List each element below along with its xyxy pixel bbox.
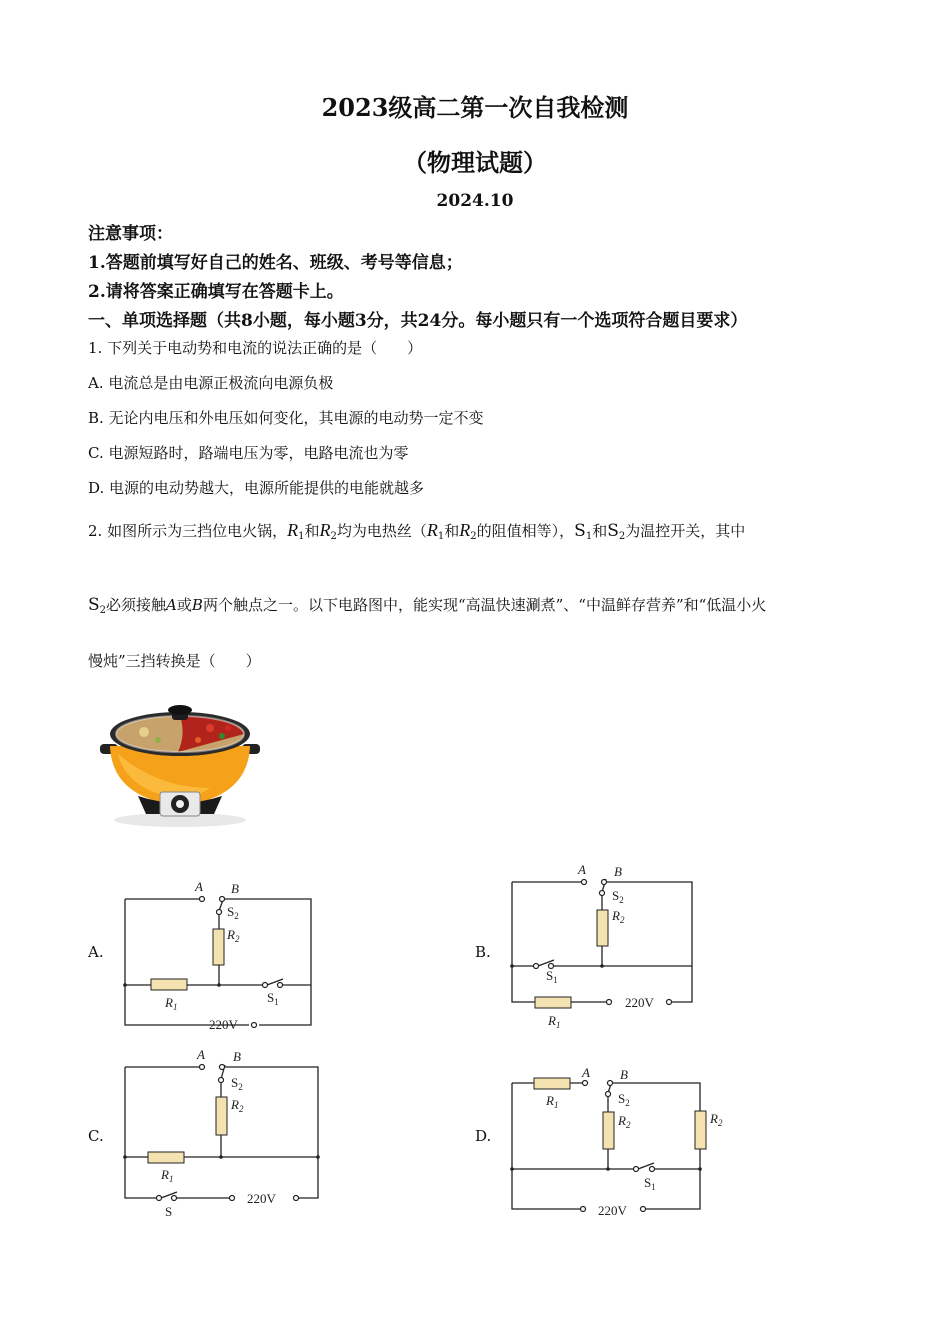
hot-pot-image: [98, 688, 262, 830]
label-s2: $S_2$: [612, 888, 624, 905]
label-r2: $R_2$: [231, 1097, 244, 1114]
label-r1: $R_1$: [165, 995, 178, 1012]
label-r2-right: $R_2$: [710, 1111, 723, 1128]
notes-heading: 注意事项：: [88, 224, 173, 244]
q2-stem-line1: [88, 520, 745, 542]
q2-text: 为温控开关，其中: [625, 522, 746, 540]
var-s: S: [574, 521, 586, 541]
label-s: S: [165, 1204, 173, 1219]
label-s2: $S_2$: [227, 904, 239, 921]
label-voltage: 220V: [247, 1191, 276, 1206]
label-s1: $S_1$: [267, 990, 279, 1007]
var-r: R: [459, 520, 471, 540]
circuit-d: [502, 1063, 732, 1223]
label-s2: $S_2$: [618, 1091, 630, 1108]
sub: 1: [298, 531, 305, 542]
label-r1: $R_1$: [548, 1013, 561, 1030]
label-s1: $S_1$: [644, 1175, 656, 1192]
var-r: R: [426, 520, 438, 540]
q2-text: 2. 如图所示为三挡位电火锅，: [88, 522, 288, 540]
q1-option-c: C. 电源短路时，路端电压为零，电路电流也为零: [88, 444, 409, 462]
var-r: R: [287, 520, 299, 540]
exam-date: 2024.10: [436, 191, 514, 211]
q1-option-d: D. 电源的电动势越大，电源所能提供的电能就越多: [88, 479, 425, 497]
label-r1: $R_1$: [546, 1093, 559, 1110]
q2-text: 均为电热丝（: [336, 522, 427, 540]
sub: 1: [437, 531, 445, 542]
sub: 2: [470, 531, 477, 542]
option-c-label: C.: [88, 1127, 104, 1145]
exam-subtitle: （物理试题）: [403, 148, 547, 177]
sub: 1: [585, 531, 593, 542]
q2-text: 和: [444, 522, 460, 540]
q2-stem-line2: [88, 594, 766, 616]
label-voltage: 220V: [598, 1203, 627, 1218]
var-r: R: [319, 520, 331, 540]
q2-text: 两个触点之一。以下电路图中，能实现“高温快速涮煮”、“中温鲜存营养”和“低温小火: [202, 596, 767, 614]
label-r1: $R_1$: [161, 1167, 174, 1184]
label-s2: $S_2$: [231, 1075, 243, 1092]
var-a: A: [166, 596, 177, 614]
exam-title: 2023级高二第一次自我检测: [321, 93, 629, 122]
option-d-label: D.: [475, 1127, 492, 1145]
q2-text: 或: [176, 596, 192, 614]
option-b-label: B.: [475, 943, 491, 961]
notes-item-2: 2.请将答案正确填写在答题卡上。: [88, 282, 344, 302]
sub: 2: [618, 531, 626, 542]
label-b: B: [620, 1067, 628, 1082]
label-r2: $R_2$: [612, 908, 625, 925]
section-heading: 一、单项选择题（共8小题，每小题3分，共24分。每小题只有一个选项符合题目要求）: [88, 311, 748, 331]
q1-stem: 1. 下列关于电动势和电流的说法正确的是（ ）: [88, 339, 423, 357]
q1-option-b: B. 无论内电压和外电压如何变化，其电源的电动势一定不变: [88, 409, 484, 427]
label-b: B: [233, 1049, 241, 1064]
label-a: A: [197, 1047, 205, 1062]
sub: 2: [330, 531, 337, 542]
var-s: S: [607, 521, 619, 541]
q2-text: 必须接触: [106, 596, 167, 614]
var-s: S: [88, 595, 100, 615]
q2-text: 的阻值相等），: [476, 522, 575, 540]
label-b: B: [614, 864, 622, 879]
label-r2: $R_2$: [618, 1113, 631, 1130]
label-voltage: 220V: [209, 1017, 238, 1032]
label-r2: $R_2$: [227, 927, 240, 944]
option-a-label: A.: [88, 943, 104, 961]
circuit-a: [115, 875, 330, 1035]
notes-item-1: 1.答题前填写好自己的姓名、班级、考号等信息；: [88, 253, 463, 273]
circuit-b: [502, 860, 702, 1035]
q2-text: 和: [592, 522, 608, 540]
var-b: B: [191, 596, 203, 614]
circuit-c: [115, 1045, 330, 1220]
label-a: A: [582, 1065, 590, 1080]
label-a: A: [578, 862, 586, 877]
label-a: A: [195, 879, 203, 894]
label-b: B: [231, 881, 239, 896]
sub: 2: [99, 605, 107, 616]
q1-option-a: A. 电流总是由电源正极流向电源负极: [88, 374, 334, 392]
q2-stem-line3: 慢炖”三挡转换是（ ）: [88, 652, 261, 670]
label-voltage: 220V: [625, 995, 654, 1010]
label-s1: $S_1$: [546, 968, 558, 985]
q2-text: 和: [304, 522, 320, 540]
